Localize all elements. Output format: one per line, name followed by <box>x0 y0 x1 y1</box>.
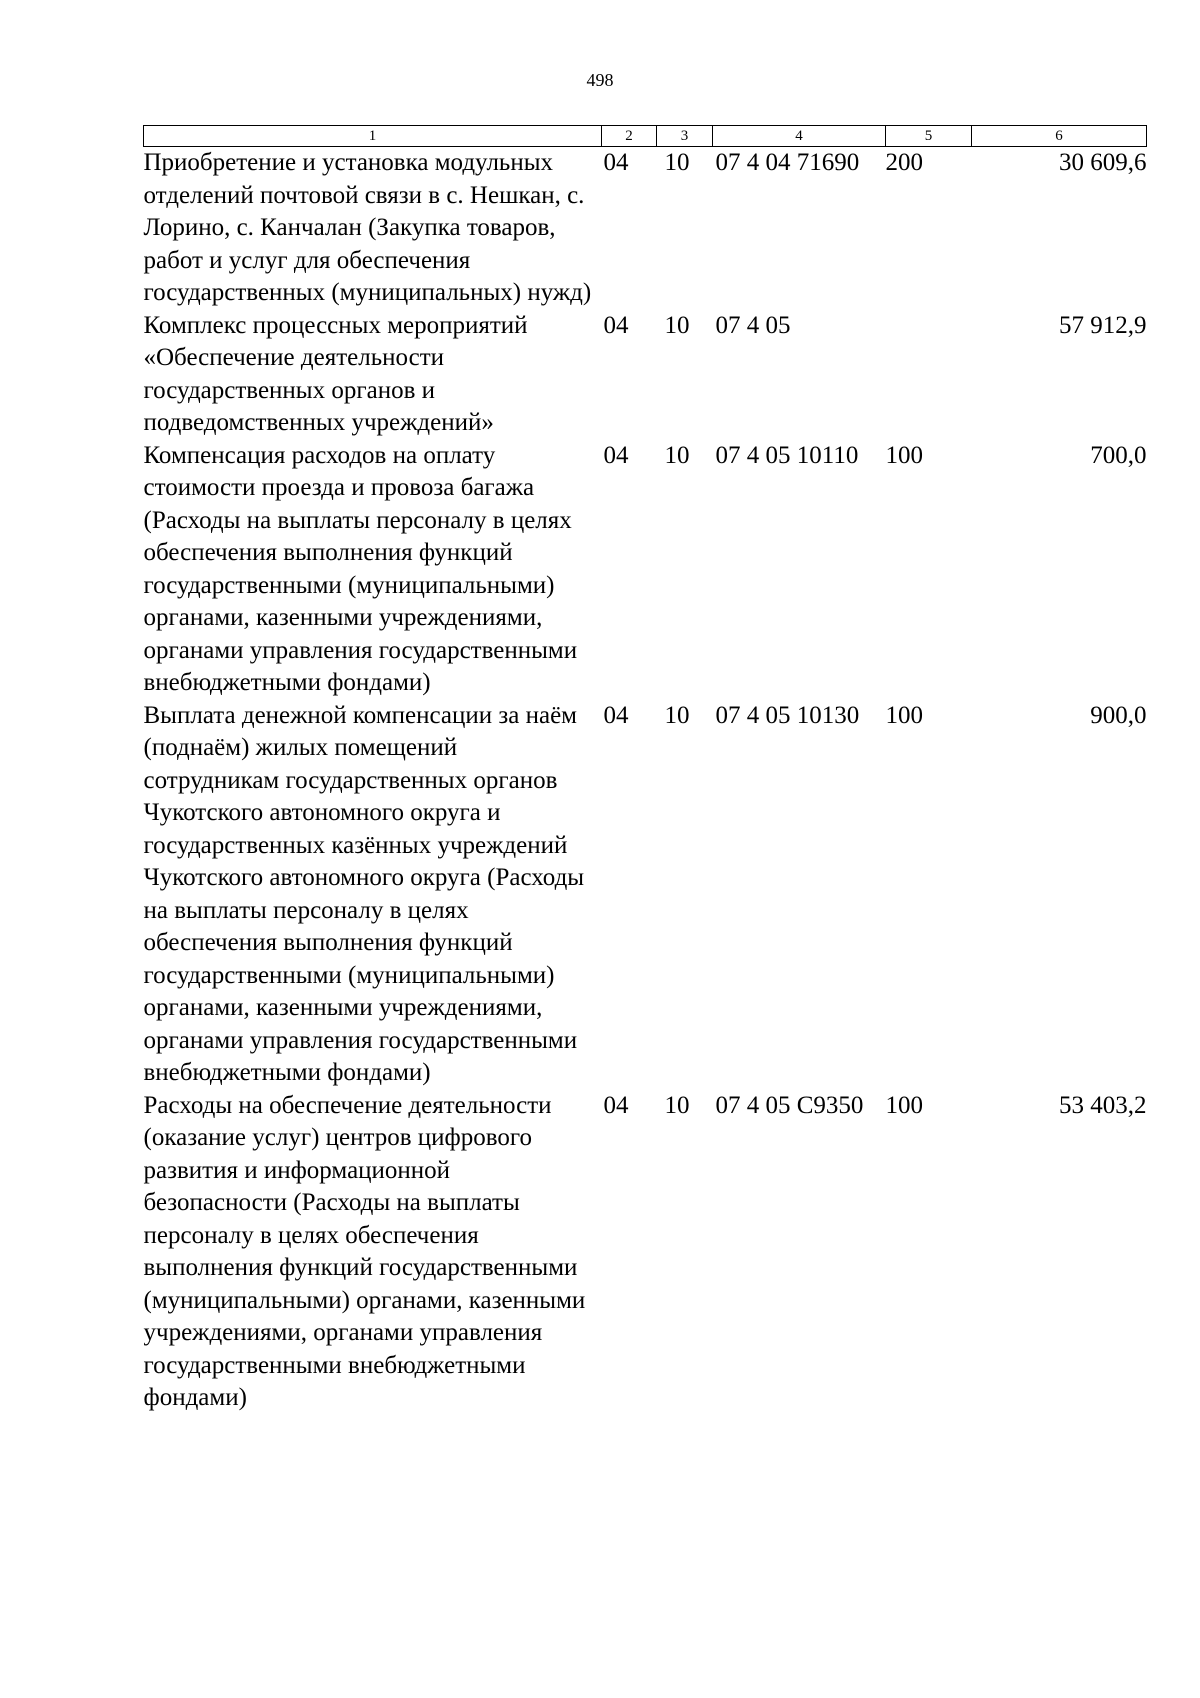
row-amount: 53 403,2 <box>1059 1091 1147 1119</box>
column-header-6: 6 <box>972 126 1147 147</box>
column-header-1: 1 <box>144 126 602 147</box>
row-subsection: 10 <box>664 149 690 176</box>
row-section: 04 <box>603 441 629 469</box>
row-subsection: 10 <box>664 441 690 469</box>
row-target-code: 07 4 04 71690 <box>715 149 860 176</box>
row-subsection: 10 <box>664 311 690 339</box>
row-target-code: 07 4 05 С9350 <box>715 1091 864 1119</box>
row-section: 04 <box>603 149 629 176</box>
row-name: Приобретение и установка модульных отделений почтовой связи в с. Нешкан, с. Лорино, с. Канчалан (Закупка товаров, работ и услуг для обеспечения государственных (муниципальных) нужд) <box>143 149 592 306</box>
table-row <box>144 440 1147 700</box>
row-amount: 700,0 <box>1090 441 1147 469</box>
row-section: 04 <box>603 311 629 339</box>
column-header-4: 4 <box>713 126 886 147</box>
row-name: Комплекс процессных мероприятий «Обеспечение деятельности государственных органов и подведомственных учреждений» <box>143 311 528 436</box>
row-expense-type: 200 <box>885 149 923 176</box>
row-expense-type: 100 <box>885 1091 923 1119</box>
row-section: 04 <box>603 701 629 729</box>
page-number: 498 <box>586 70 614 90</box>
column-header-5: 5 <box>886 126 972 147</box>
column-header-2: 2 <box>602 126 657 147</box>
table-row <box>144 1090 1147 1415</box>
row-expense-type <box>886 310 972 440</box>
table-row <box>144 310 1147 440</box>
row-name: Компенсация расходов на оплату стоимости проезда и провоза багажа (Расходы на выплаты персоналу в целях обеспечения выполнения функций государственными (муниципальными) органами, казенными учреждениями, органами управления государственными внебюджетными фондами) <box>143 441 578 696</box>
row-expense-type: 100 <box>885 701 923 729</box>
row-section: 04 <box>603 1091 629 1119</box>
row-subsection: 10 <box>664 1091 690 1119</box>
row-name: Выплата денежной компенсации за наём (поднаём) жилых помещений сотрудникам государственных органов Чукотского автономного округа и государственных казённых учреждений Чукотского автономного округа (Расходы на выплаты персоналу в целях обеспечения выполнения функций государственными (муниципальными) органами, казенными учреждениями, органами управления государственными внебюджетными фондами) <box>143 701 585 1086</box>
row-target-code: 07 4 05 <box>715 311 791 339</box>
column-header-3: 3 <box>657 126 713 147</box>
row-amount: 57 912,9 <box>1059 311 1147 339</box>
row-target-code: 07 4 05 10130 <box>715 701 860 729</box>
table-header-row <box>144 126 1147 147</box>
table-row <box>144 700 1147 1090</box>
row-subsection: 10 <box>664 701 690 729</box>
budget-table <box>143 125 1147 1415</box>
table-row <box>144 147 1147 310</box>
row-target-code: 07 4 05 10110 <box>715 441 859 469</box>
row-expense-type: 100 <box>885 441 923 469</box>
row-name: Расходы на обеспечение деятельности (оказание услуг) центров цифрового развития и информационной безопасности (Расходы на выплаты персоналу в целях обеспечения выполнения функций государственными (муниципальными) органами, казенными учреждениями, органами управления государственными внебюджетными фондами) <box>143 1091 586 1411</box>
row-amount: 30 609,6 <box>1059 149 1147 176</box>
row-amount: 900,0 <box>1090 701 1147 729</box>
